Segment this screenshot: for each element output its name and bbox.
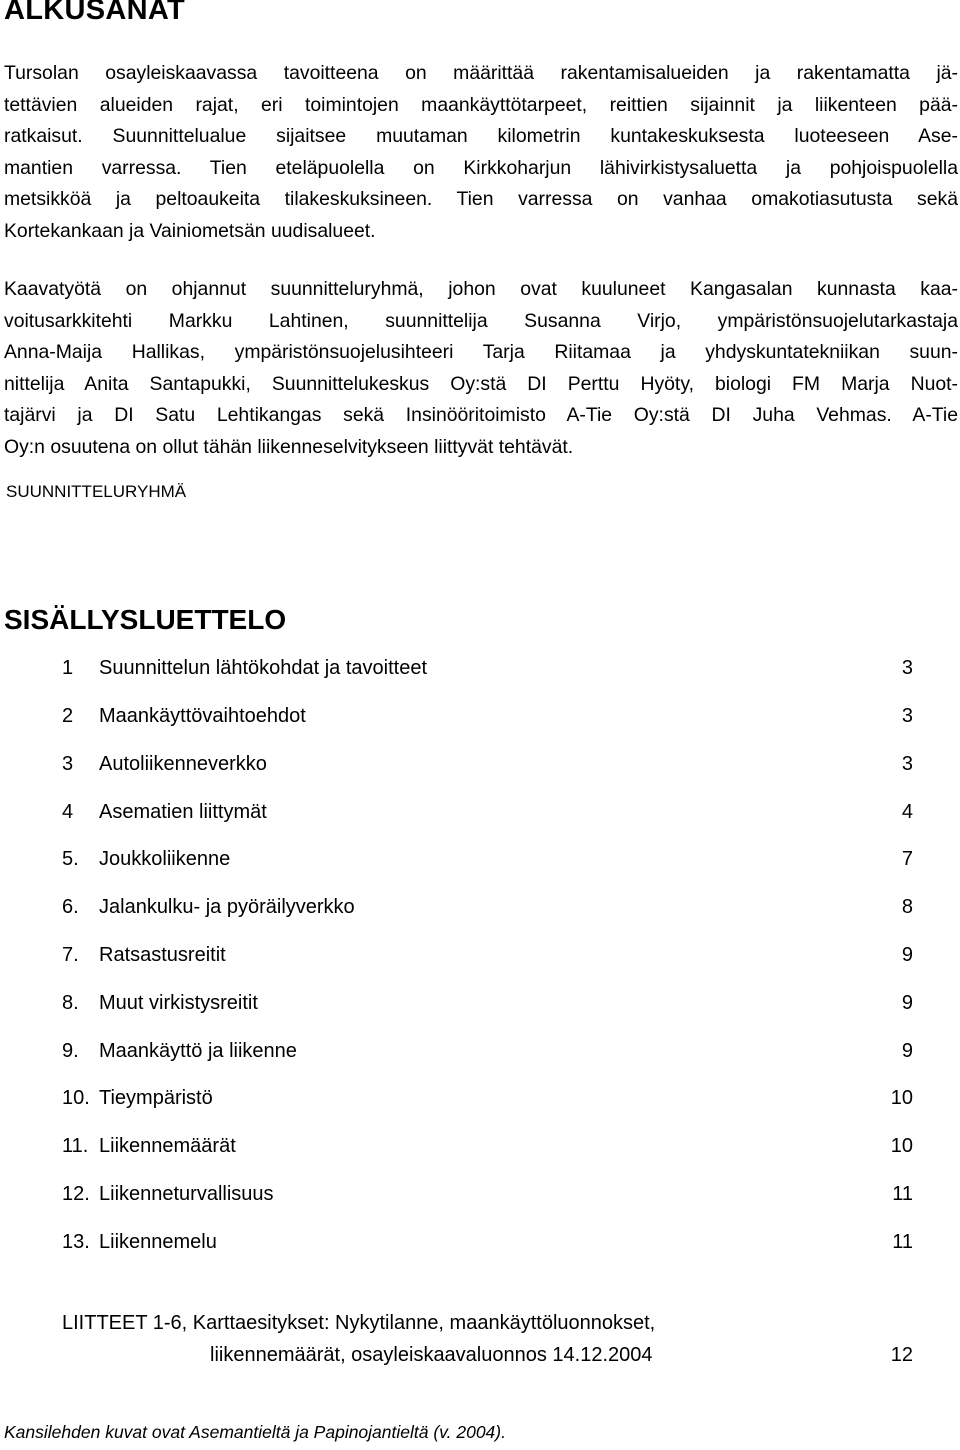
appendix-line-1: LIITTEET 1-6, Karttaesitykset: Nykytilanne, maankäyttöluonnokset, — [62, 1312, 656, 1334]
toc-number: 11. — [62, 1135, 89, 1157]
toc-row[interactable] — [62, 944, 913, 974]
toc-row[interactable] — [62, 753, 913, 783]
toc-title: Muut virkistysreitit — [99, 992, 258, 1014]
toc-title: Joukkoliikenne — [99, 848, 231, 870]
paragraph-line: mantien varressa. Tien eteläpuolella on Kirkkoharjun lähivirkistysaluetta ja pohjoispuolella — [4, 156, 958, 179]
paragraph-line: Anna-Maija Hallikas, ympäristönsuojelusihteeri Tarja Riitamaa ja yhdyskuntatekniikan suun- — [4, 341, 958, 363]
paragraph-line: Kaavatyötä on ohjannut suunnitteluryhmä, johon ovat kuuluneet Kangasalan kunnasta kaa- — [4, 278, 958, 300]
toc-page: 9 — [901, 944, 913, 966]
appendix-line-2: liikennemäärät, osayleiskaavaluonnos 14.12.2004 — [210, 1344, 653, 1366]
paragraph-line: tettävien alueiden rajat, eri toimintojen maankäyttötarpeet, reittien sijainnit ja liikenteen pää- — [4, 93, 958, 116]
paragraph-line: Tursolan osayleiskaavassa tavoitteena on määrittää rakentamisalueiden ja rakentamatta jä- — [4, 62, 958, 84]
intro-paragraph — [4, 58, 958, 247]
toc-page: 4 — [901, 801, 913, 823]
toc-page: 7 — [901, 848, 913, 870]
toc-number: 2 — [62, 705, 74, 727]
toc-number: 6. — [62, 896, 79, 918]
group-label: SUUNNITTELURYHMÄ — [6, 482, 187, 501]
toc-row[interactable] — [62, 896, 913, 926]
toc-title: Asematien liittymät — [99, 801, 267, 823]
cover-photo-credit: Kansilehden kuvat ovat Asemantieltä ja Papinojantieltä (v. 2004). — [4, 1422, 506, 1442]
page-heading: ALKUSANAT — [4, 0, 185, 26]
toc-row[interactable] — [62, 992, 913, 1022]
paragraph-line: Kortekankaan ja Vainiometsän uudisalueet. — [4, 219, 376, 242]
toc-title: Liikennemäärät — [99, 1135, 236, 1157]
toc-page: 3 — [901, 753, 913, 775]
toc-title: Liikennemelu — [99, 1231, 217, 1253]
toc-page: 11 — [892, 1183, 913, 1205]
toc-title: Tieympäristö — [99, 1087, 213, 1109]
toc-title: Liikenneturvallisuus — [99, 1183, 274, 1205]
toc-row[interactable] — [62, 1135, 913, 1165]
toc-number: 9. — [62, 1040, 79, 1062]
toc-row[interactable] — [62, 848, 913, 878]
toc-number: 8. — [62, 992, 79, 1014]
toc-number: 13. — [62, 1231, 90, 1253]
paragraph-line: nittelija Anita Santapukki, Suunnittelukeskus Oy:stä DI Perttu Hyöty, biologi FM Marja Nuot- — [4, 372, 958, 395]
toc-number: 4 — [62, 801, 74, 823]
toc-page: 10 — [890, 1087, 913, 1109]
toc-number: 7. — [62, 944, 79, 966]
paragraph-line: tajärvi ja DI Satu Lehtikangas sekä Insinööritoimisto A-Tie Oy:stä DI Juha Vehmas. A-Tie — [4, 404, 958, 426]
toc-title: Maankäyttövaihtoehdot — [99, 705, 306, 727]
toc-row[interactable] — [62, 1087, 913, 1117]
toc-number: 12. — [62, 1183, 90, 1205]
toc-heading: SISÄLLYSLUETTELO — [4, 604, 287, 635]
toc-row[interactable] — [62, 705, 913, 735]
toc-title: Ratsastusreitit — [99, 944, 226, 966]
toc-number: 1 — [62, 657, 74, 679]
toc-page: 3 — [901, 705, 913, 727]
toc-row[interactable] — [62, 801, 913, 831]
toc-page: 3 — [901, 657, 913, 679]
toc-page: 8 — [901, 896, 913, 918]
toc-page: 10 — [890, 1135, 913, 1157]
toc-row[interactable] — [62, 1183, 913, 1213]
appendix-page: 12 — [890, 1344, 913, 1366]
toc-page: 9 — [901, 992, 913, 1014]
toc-number: 3 — [62, 753, 74, 775]
toc-row[interactable] — [62, 657, 913, 687]
toc-number: 5. — [62, 848, 79, 870]
toc-number: 10. — [62, 1087, 90, 1109]
paragraph-line: metsikköä ja peltoaukeita tilakeskuksineen. Tien varressa on vanhaa omakotiasutusta sekä — [4, 188, 958, 210]
planning-group-paragraph — [4, 274, 958, 463]
paragraph-line: Oy:n osuutena on ollut tähän liikenneselvitykseen liittyvät tehtävät. — [4, 435, 574, 458]
toc-row[interactable] — [62, 1040, 913, 1070]
paragraph-line: ratkaisut. Suunnittelualue sijaitsee muutaman kilometrin kuntakeskuksesta luoteeseen Ase- — [4, 125, 958, 147]
toc-title: Autoliikenneverkko — [99, 753, 267, 775]
toc-title: Suunnittelun lähtökohdat ja tavoitteet — [99, 657, 428, 679]
paragraph-line: voitusarkkitehti Markku Lahtinen, suunnittelija Susanna Virjo, ympäristönsuojelutarkastaja — [4, 309, 958, 332]
toc-row[interactable] — [62, 1231, 913, 1261]
toc-page: 11 — [892, 1231, 913, 1253]
toc-title: Jalankulku- ja pyöräilyverkko — [99, 896, 355, 918]
toc-title: Maankäyttö ja liikenne — [99, 1040, 297, 1062]
toc-page: 9 — [901, 1040, 913, 1062]
